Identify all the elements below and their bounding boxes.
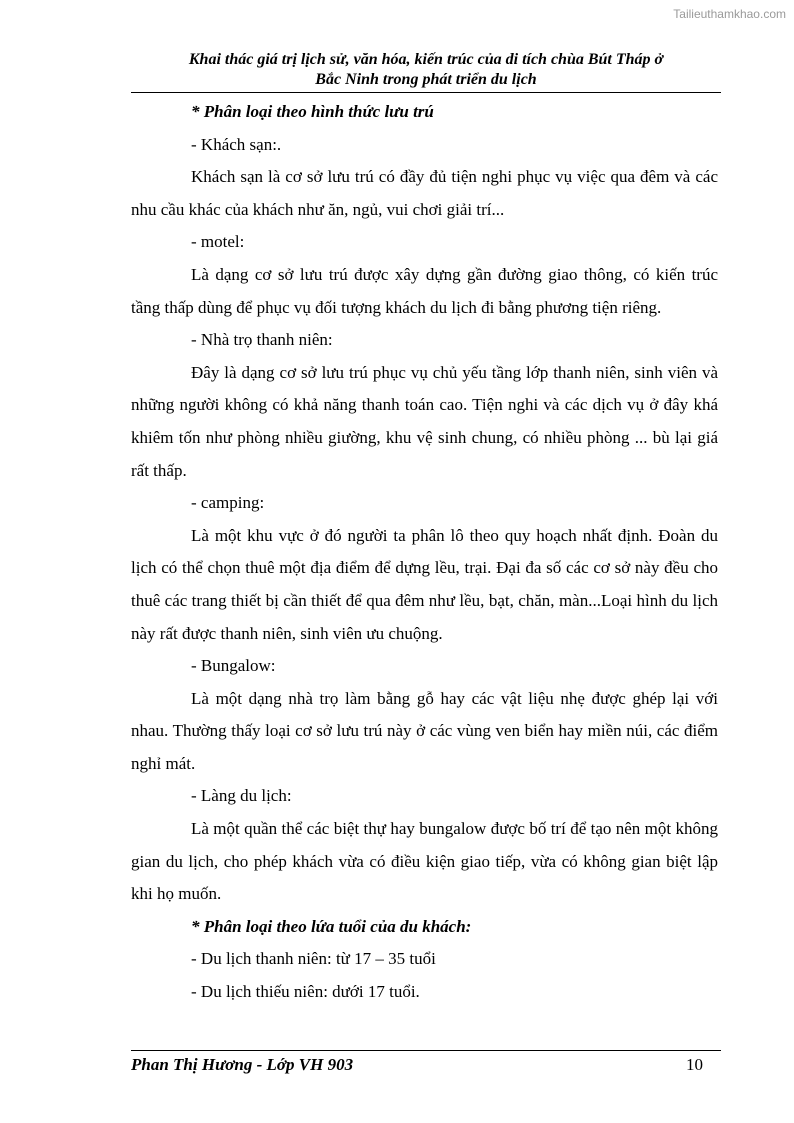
list-item: - motel: (191, 232, 245, 252)
list-item: - Bungalow: (191, 656, 276, 676)
list-item: - Nhà trọ thanh niên: (191, 330, 333, 350)
header-title-line-1: Khai thác giá trị lịch sử, văn hóa, kiến trúc của di tích chùa Bút Tháp ở (188, 51, 664, 68)
section-heading: * Phân loại theo hình thức lưu trú (191, 102, 434, 121)
paragraph: Đây là dạng cơ sở lưu trú phục vụ chủ yếu tầng lớp thanh niên, sinh viên và những người không có khả năng thanh toán cao. Tiện nghi và các dịch vụ ở đây khá khiêm tốn như phòng nhiều giường, khu vệ sinh chung, có nhiều phòng ... bù lại giá rất thấp. (131, 362, 718, 480)
watermark: Tailieuthamkhao.com (673, 7, 786, 21)
list-item: - Làng du lịch: (191, 786, 292, 806)
paragraph: Là một quần thể các biệt thự hay bungalow được bố trí để tạo nên một không gian du lịch, cho phép khách vừa có điều kiện giao tiếp, vừa có không gian biệt lập khi họ muốn. (131, 819, 718, 904)
list-item: - Du lịch thanh niên: từ 17 – 35 tuổi (191, 949, 436, 969)
page-header (131, 50, 721, 90)
page-number: 10 (686, 1055, 703, 1074)
list-item: - camping: (191, 493, 265, 513)
document-body (131, 96, 718, 1009)
paragraph: Là một khu vực ở đó người ta phân lô theo quy hoạch nhất định. Đoàn du lịch có thể chọn thuê một địa điểm để dựng lều, trại. Đại đa số các cơ sở này đều cho thuê các trang thiết bị cần thiết để qua đêm như lều, bạt, chăn, màn...Loại hình du lịch này rất được thanh niên, sinh viên ưu chuộng. (131, 525, 718, 643)
list-item: - Du lịch thiếu niên: dưới 17 tuổi. (191, 982, 420, 1002)
paragraph: Là một dạng nhà trọ làm bằng gỗ hay các vật liệu nhẹ được ghép lại với nhau. Thường thấy loại cơ sở lưu trú này ở các vùng ven biển hay miền núi, các điểm nghỉ mát. (131, 688, 718, 773)
section-heading: * Phân loại theo lứa tuổi của du khách: (191, 916, 472, 936)
footer-divider (131, 1050, 721, 1051)
paragraph: Khách sạn là cơ sở lưu trú có đầy đủ tiện nghi phục vụ việc qua đêm và các nhu cầu khác của khách như ăn, ngủ, vui chơi giải trí... (131, 167, 718, 219)
paragraph: Là dạng cơ sở lưu trú được xây dựng gần đường giao thông, có kiến trúc tầng thấp dùng để phục vụ đối tượng khách du lịch đi bằng phương tiện riêng. (131, 264, 718, 317)
header-divider (131, 92, 721, 93)
header-title-line-2: Bắc Ninh trong phát triển du lịch (315, 71, 537, 88)
list-item: - Khách sạn:. (191, 134, 282, 154)
footer-author: Phan Thị Hương - Lớp VH 903 (131, 1055, 354, 1074)
